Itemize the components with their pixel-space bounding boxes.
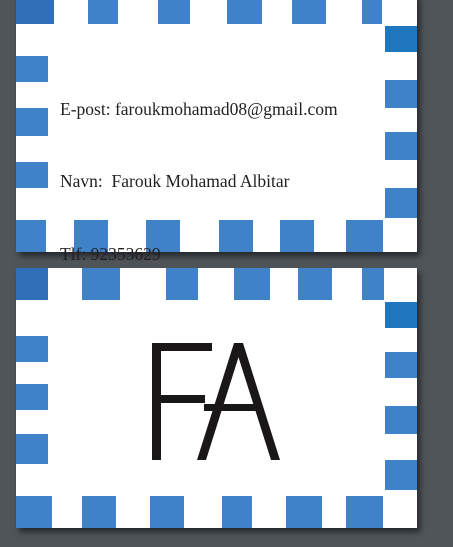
contact-name-value: Farouk Mohamad Albitar xyxy=(107,171,290,192)
border-square xyxy=(362,268,384,300)
contact-email xyxy=(60,97,338,121)
border-square xyxy=(16,384,48,410)
border-square xyxy=(16,434,48,464)
border-square xyxy=(150,496,184,528)
border-square xyxy=(16,0,54,24)
monogram-a-letter xyxy=(197,343,280,460)
border-square xyxy=(16,108,48,136)
business-card-front xyxy=(16,0,417,265)
contact-phone-value: 92353629 xyxy=(90,244,161,265)
border-square xyxy=(346,496,383,528)
border-square xyxy=(385,406,417,434)
border-square xyxy=(385,26,417,52)
border-square xyxy=(166,268,198,300)
border-square xyxy=(385,80,417,108)
border-square xyxy=(346,220,383,252)
border-square xyxy=(16,56,48,82)
border-square xyxy=(88,0,118,24)
border-square xyxy=(82,496,116,528)
border-square xyxy=(82,268,120,300)
border-square xyxy=(292,0,326,24)
border-square xyxy=(222,496,252,528)
contact-email-value: faroukmohamad08@gmail.com xyxy=(114,98,338,119)
contact-phone-label: Tlf: xyxy=(60,244,87,265)
border-square xyxy=(286,496,322,528)
border-square xyxy=(385,302,417,328)
border-square xyxy=(158,0,190,24)
border-square xyxy=(16,162,48,188)
border-square xyxy=(16,336,48,362)
fa-monogram-logo xyxy=(146,340,296,464)
contact-phone xyxy=(60,242,338,266)
contact-name xyxy=(60,169,338,193)
border-square xyxy=(234,268,270,300)
border-square xyxy=(227,0,262,24)
business-card-back xyxy=(16,268,417,528)
border-square xyxy=(16,496,52,528)
contact-email-label: E-post: xyxy=(60,98,111,119)
border-square xyxy=(385,132,417,160)
contact-name-label: Navn: xyxy=(60,171,103,192)
border-square xyxy=(385,188,417,218)
border-square xyxy=(362,0,382,24)
border-square xyxy=(385,352,417,378)
border-square xyxy=(16,268,48,300)
border-square xyxy=(385,460,417,490)
border-square xyxy=(298,268,332,300)
border-square xyxy=(16,220,46,252)
